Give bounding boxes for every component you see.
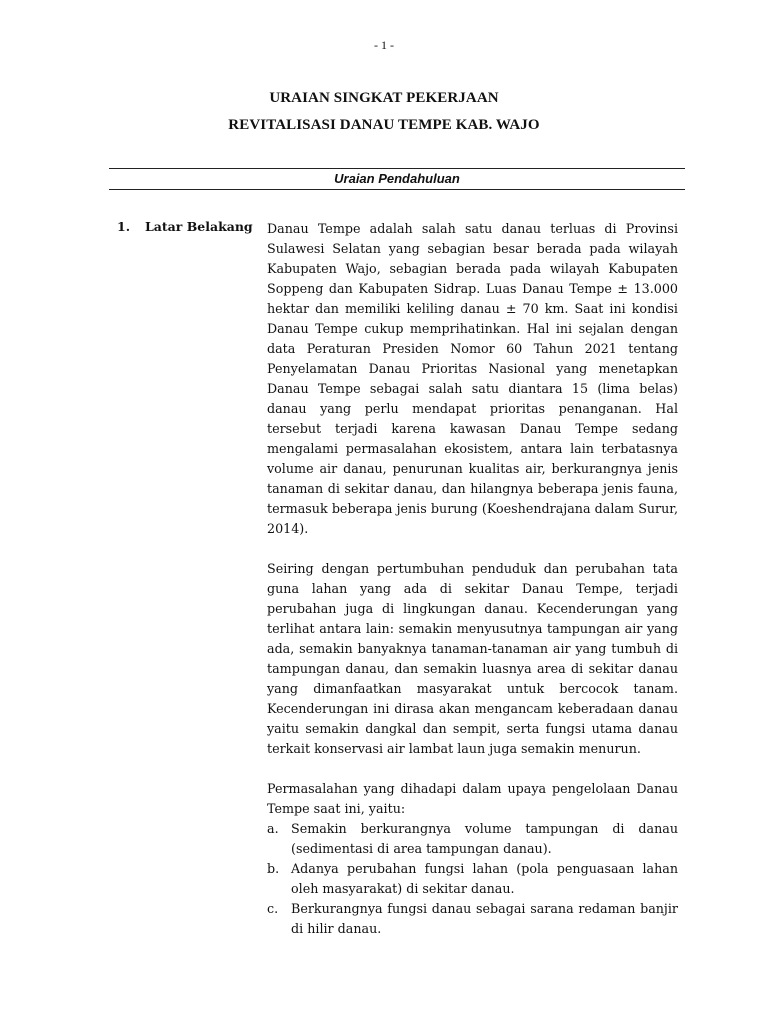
item-label: Latar Belakang <box>145 219 253 234</box>
list-text: Adanya perubahan fungsi lahan (pola penguasaan lahan oleh masyarakat) di sekitar danau. <box>291 861 678 896</box>
list-text: Semakin berkurangnya volume tampungan di danau (sedimentasi di area tampungan danau). <box>291 821 678 856</box>
list-marker: b. <box>267 861 280 876</box>
problem-list <box>267 819 678 939</box>
item-number: 1. <box>117 219 131 234</box>
paragraph-1: Danau Tempe adalah salah satu danau terluas di Provinsi Sulawesi Selatan yang sebagian besar berada pada wilayah Kabupaten Wajo, sebagian berada pada wilayah Kabupaten Soppeng dan Kabupaten Sidrap. Luas Danau Tempe ± 13.000 hektar dan memiliki keliling danau ± 70 km. Saat ini kondisi Danau Tempe cukup memprihatinkan. Hal ini sejalan dengan data Peraturan Presiden Nomor 60 Tahun 2021 tentang Penyelamatan Danau Prioritas Nasional yang menetapkan Danau Tempe sebagai salah satu diantara 15 (lima belas) danau yang perlu mendapat prioritas penanganan. Hal tersebut terjadi karena kawasan Danau Tempe sedang mengalami permasalahan ekosistem, antara lain terbatasnya volume air danau, penurunan kualitas air, berkurangnya jenis tanaman di sekitar danau, dan hilangnya beberapa jenis fauna, termasuk beberapa jenis burung (Koeshendrajana dalam Surur, 2014). <box>267 221 678 536</box>
section-header: Uraian Pendahuluan <box>334 171 460 186</box>
list-item <box>267 899 678 939</box>
list-text: Berkurangnya fungsi danau sebagai sarana redaman banjir di hilir danau. <box>291 901 678 936</box>
section-header-rule-top <box>109 168 685 169</box>
item-body <box>267 219 678 939</box>
document-title-line-2: REVITALISASI DANAU TEMPE KAB. WAJO <box>228 117 540 133</box>
paragraph-3: Permasalahan yang dihadapi dalam upaya pengelolaan Danau Tempe saat ini, yaitu: <box>267 781 678 816</box>
list-item <box>267 819 678 859</box>
section-header-rule-bottom <box>109 189 685 190</box>
paragraph-2: Seiring dengan pertumbuhan penduduk dan perubahan tata guna lahan yang ada di sekitar Danau Tempe, terjadi perubahan juga di lingkungan danau. Kecenderungan yang terlihat antara lain: semakin menyusutnya tampungan air yang ada, semakin banyaknya tanaman-tanaman air yang tumbuh di tampungan danau, dan semakin luasnya area di sekitar danau yang dimanfaatkan masyarakat untuk bercocok tanam. Kecenderungan ini dirasa akan mengancam keberadaan danau yaitu semakin dangkal dan sempit, serta fungsi utama danau terkait konservasi air lambat laun juga semakin menurun. <box>267 561 678 756</box>
list-item <box>267 859 678 899</box>
document-title-line-1: URAIAN SINGKAT PEKERJAAN <box>269 90 499 106</box>
page-number: - 1 - <box>374 38 394 52</box>
list-marker: c. <box>267 901 279 916</box>
list-marker: a. <box>267 821 279 836</box>
